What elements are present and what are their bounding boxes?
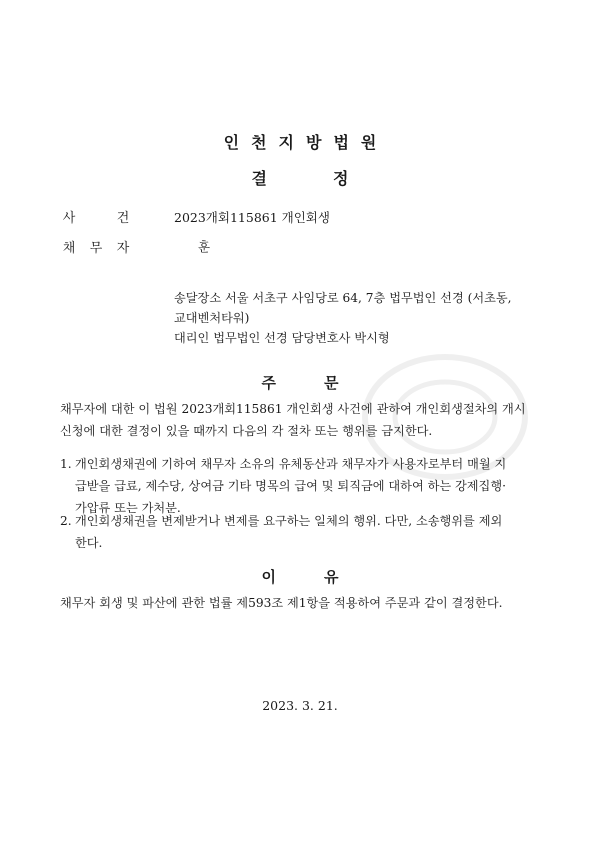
debtor-label-char-1: 채 — [62, 241, 76, 256]
reason-heading-char-2: 유 — [324, 568, 339, 586]
order-item-line: 급받을 급료, 제수당, 상여금 기타 명목의 급여 및 퇴직금에 대하여 하는 강제집행· — [75, 479, 506, 493]
service-address-line-2: 교대벤처타워) — [174, 311, 250, 325]
order-item-line: 한다. — [75, 536, 103, 550]
reason-heading — [0, 566, 600, 587]
case-label-char-1: 사 — [62, 211, 76, 226]
order-heading — [0, 372, 600, 393]
order-item-number: 2. — [60, 514, 72, 528]
case-label — [62, 207, 130, 226]
attorney-line: 대리인 법무법인 선경 담당변호사 박시형 — [174, 331, 390, 345]
debtor-label — [62, 237, 130, 256]
document-type-char-2: 정 — [333, 169, 349, 188]
debtor-label-char-2: 무 — [89, 241, 103, 256]
service-address-block — [174, 288, 554, 348]
document-type-title — [0, 166, 600, 189]
case-number: 2023개회115861 개인회생 — [174, 210, 330, 225]
document-type-char-1: 결 — [251, 169, 267, 188]
court-name: 인천지방법원 — [223, 133, 389, 152]
service-address-line-1: 송달장소 서울 서초구 사임당로 64, 7층 법무법인 선경 (서초동, — [174, 291, 512, 305]
reason-paragraph: 채무자 회생 및 파산에 관한 법률 제593조 제1항을 적용하여 주문과 같이 결정한다. — [60, 596, 503, 610]
order-heading-char-2: 문 — [324, 374, 339, 392]
reason-heading-char-1: 이 — [261, 568, 276, 586]
order-item-line: 개인회생채권을 변제받거나 변제를 요구하는 일체의 행위. 다만, 소송행위를 제외 — [75, 514, 503, 528]
order-intro-line-2: 신청에 대한 결정이 있을 때까지 다음의 각 절차 또는 행위를 금지한다. — [60, 424, 433, 438]
case-label-char-2: 건 — [116, 211, 130, 226]
order-item-line: 개인회생채권에 기하여 채무자 소유의 유체동산과 채무자가 사용자로부터 매월 지 — [75, 457, 507, 471]
decision-date: 2023. 3. 21. — [262, 698, 338, 713]
order-item-number: 1. — [60, 457, 72, 471]
order-item-line: 가압류 또는 가처분. — [75, 501, 181, 515]
debtor-label-char-3: 자 — [116, 241, 130, 256]
order-intro-line-1: 채무자에 대한 이 법원 2023개회115861 개인회생 사건에 관하여 개인회생절차의 개시 — [60, 402, 526, 416]
order-heading-char-1: 주 — [261, 374, 276, 392]
order-item-2 — [60, 510, 550, 554]
order-intro-paragraph — [60, 398, 550, 442]
debtor-name: 훈 — [198, 239, 211, 254]
